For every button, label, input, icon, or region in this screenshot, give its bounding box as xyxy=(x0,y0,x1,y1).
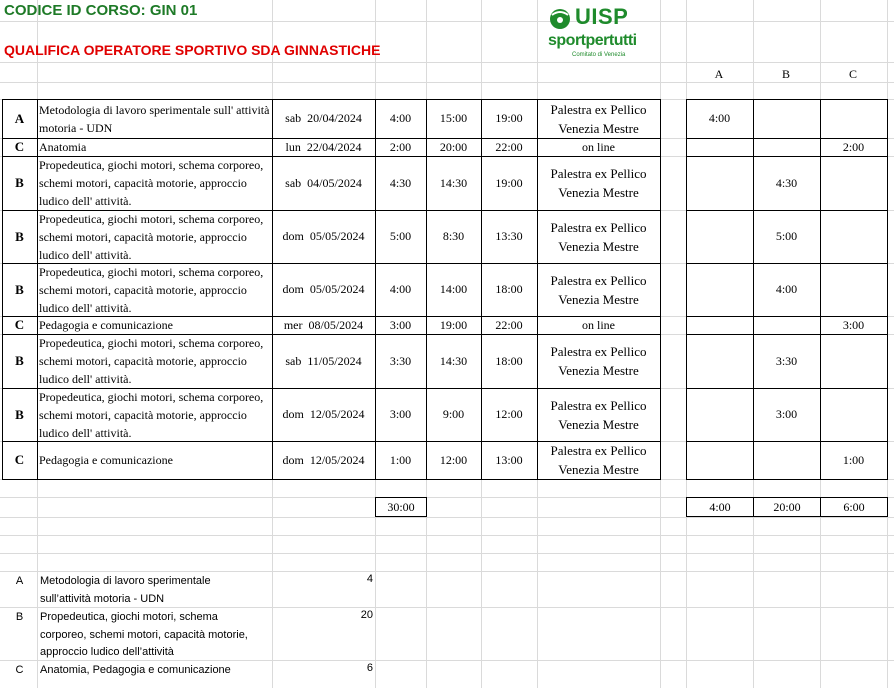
row-category: B xyxy=(15,175,24,190)
row-hours-c xyxy=(820,99,887,138)
row-start-time: 14:30 xyxy=(439,175,468,190)
row-hours-b: 3:00 xyxy=(775,407,798,421)
row-location: Palestra ex Pellico Venezia Mestre xyxy=(550,443,647,477)
row-start-time: 14:30 xyxy=(439,353,468,368)
row-hours-b: 4:00 xyxy=(775,282,798,296)
column-header-c: C xyxy=(848,67,857,81)
row-duration: 2:00 xyxy=(389,139,412,154)
row-hours-a xyxy=(686,441,753,479)
row-duration: 4:00 xyxy=(389,111,412,125)
row-date-value: 20/04/2024 xyxy=(307,111,362,125)
summary-text: Metodologia di lavoro sperimentale sull’attività motoria - UDN xyxy=(40,575,211,605)
row-date xyxy=(272,210,375,263)
row-duration: 4:00 xyxy=(389,282,412,296)
row-location: on line xyxy=(582,139,615,154)
row-hours-c xyxy=(820,210,887,263)
row-title: Propedeutica, giochi motori, schema corporeo, schemi motori, capacità motorie, approccio ludico dell' attività. xyxy=(39,158,264,208)
row-date-value: 12/05/2024 xyxy=(309,407,365,421)
row-hours-b xyxy=(753,138,820,156)
row-duration: 3:00 xyxy=(389,407,412,421)
row-date xyxy=(272,99,375,138)
row-location: Palestra ex Pellico Venezia Mestre xyxy=(550,397,647,432)
row-hours-c: 2:00 xyxy=(842,139,865,154)
summary-hours: 4 xyxy=(366,573,373,585)
row-start-time: 9:00 xyxy=(442,407,465,421)
row-category: B xyxy=(15,406,24,422)
row-end-time: 18:00 xyxy=(495,282,523,296)
qualification-title: QUALIFICA OPERATORE SPORTIVO SDA GINNASTICHE xyxy=(4,42,381,58)
summary-hours: 20 xyxy=(360,609,373,621)
course-code: CODICE ID CORSO: GIN 01 xyxy=(4,2,198,19)
row-hours-b: 5:00 xyxy=(775,229,798,243)
row-hours-c xyxy=(820,388,887,441)
row-title: Pedagogia e comunicazione xyxy=(39,318,173,332)
total-c: 6:00 xyxy=(820,497,888,517)
row-duration: 5:00 xyxy=(389,229,412,243)
row-start-time: 8:30 xyxy=(442,229,465,243)
row-date-value: 22/04/2024 xyxy=(306,139,362,154)
row-date-value: 05/05/2024 xyxy=(309,282,365,296)
row-date xyxy=(272,316,375,334)
row-category: C xyxy=(14,452,25,467)
row-date xyxy=(272,334,375,388)
row-category: B xyxy=(15,281,24,297)
row-day: dom xyxy=(282,452,304,467)
summary-category: B xyxy=(15,611,24,623)
logo-committee: Comitato di Venezia xyxy=(572,52,626,58)
row-end-time: 22:00 xyxy=(495,317,523,332)
row-duration: 1:00 xyxy=(389,452,412,467)
row-hours-a xyxy=(686,138,753,156)
row-end-time: 19:00 xyxy=(495,175,523,190)
row-day: sab xyxy=(285,111,302,125)
row-date-value: 12/05/2024 xyxy=(309,452,365,467)
row-hours-a xyxy=(686,210,753,263)
row-hours-c xyxy=(820,263,887,316)
row-day: dom xyxy=(282,229,304,243)
row-hours-b xyxy=(753,441,820,479)
row-start-time: 20:00 xyxy=(439,139,468,154)
row-location: Palestra ex Pellico Venezia Mestre xyxy=(550,101,647,136)
row-hours-a xyxy=(686,156,753,210)
row-day: dom xyxy=(282,282,304,296)
total-a: 4:00 xyxy=(686,497,754,517)
summary-text: Anatomia, Pedagogia e comunicazione xyxy=(40,664,231,676)
row-hours-c: 3:00 xyxy=(842,317,865,332)
total-duration: 30:00 xyxy=(375,497,427,517)
row-end-time: 19:00 xyxy=(495,111,523,125)
row-end-time: 13:00 xyxy=(495,452,523,467)
row-date xyxy=(272,138,375,156)
row-start-time: 12:00 xyxy=(439,452,468,467)
row-location: on line xyxy=(582,317,615,332)
row-end-time: 22:00 xyxy=(495,139,523,154)
row-hours-c xyxy=(820,156,887,210)
row-title: Propedeutica, giochi motori, schema corporeo, schemi motori, capacità motorie, approccio ludico dell' attività. xyxy=(39,389,264,440)
row-end-time: 18:00 xyxy=(495,353,523,368)
row-hours-a: 4:00 xyxy=(708,111,731,125)
row-title: Metodologia di lavoro sperimentale sull' attività motoria - UDN xyxy=(39,102,270,135)
row-day: sab xyxy=(285,353,302,368)
row-category: A xyxy=(14,110,25,126)
logo-tagline: sportpertutti xyxy=(548,32,637,49)
row-start-time: 19:00 xyxy=(439,317,468,332)
row-hours-a xyxy=(686,316,753,334)
logo-brand: UISP xyxy=(575,4,629,29)
row-location: Palestra ex Pellico Venezia Mestre xyxy=(550,166,647,200)
row-date-value: 05/05/2024 xyxy=(309,229,365,243)
row-category: B xyxy=(15,228,24,244)
row-day: lun xyxy=(285,139,301,154)
row-date xyxy=(272,263,375,316)
row-location: Palestra ex Pellico Venezia Mestre xyxy=(550,219,647,254)
row-hours-b: 4:30 xyxy=(775,175,798,190)
summary-text: Propedeutica, giochi motori, schema corporeo, schemi motori, capacità motorie, approccio ludico dell’attività xyxy=(40,611,248,658)
row-category: C xyxy=(14,139,25,154)
row-hours-a xyxy=(686,334,753,388)
row-date-value: 11/05/2024 xyxy=(307,353,362,368)
row-hours-a xyxy=(686,388,753,441)
row-hours-b xyxy=(753,316,820,334)
row-title: Propedeutica, giochi motori, schema corporeo, schemi motori, capacità motorie, approccio ludico dell' attività. xyxy=(39,264,264,315)
row-duration: 4:30 xyxy=(389,175,412,190)
uisp-mark-icon xyxy=(548,6,572,30)
row-start-time: 14:00 xyxy=(439,282,468,296)
row-start-time: 15:00 xyxy=(439,111,468,125)
row-title: Pedagogia e comunicazione xyxy=(39,453,173,467)
row-hours-b xyxy=(753,99,820,138)
row-title: Propedeutica, giochi motori, schema corporeo, schemi motori, capacità motorie, approccio ludico dell' attività. xyxy=(39,336,264,386)
row-location: Palestra ex Pellico Venezia Mestre xyxy=(550,272,647,307)
row-date-value: 08/05/2024 xyxy=(308,317,364,332)
row-hours-c: 1:00 xyxy=(842,452,865,467)
summary-category: A xyxy=(15,575,24,587)
row-end-time: 13:30 xyxy=(495,229,523,243)
row-hours-a xyxy=(686,263,753,316)
row-date xyxy=(272,388,375,441)
row-date xyxy=(272,156,375,210)
row-category: B xyxy=(15,353,24,368)
row-duration: 3:00 xyxy=(389,317,412,332)
uisp-logo xyxy=(548,4,648,64)
total-b: 20:00 xyxy=(753,497,821,517)
row-title: Anatomia xyxy=(39,140,87,154)
row-hours-b: 3:30 xyxy=(775,353,798,368)
row-day: sab xyxy=(285,175,302,190)
row-category: C xyxy=(14,317,25,332)
row-duration: 3:30 xyxy=(389,353,412,368)
row-hours-c xyxy=(820,334,887,388)
column-header-b: B xyxy=(781,67,790,81)
summary-category: C xyxy=(15,664,24,676)
row-day: dom xyxy=(282,407,304,421)
column-header-a: A xyxy=(714,67,724,81)
row-date-value: 04/05/2024 xyxy=(307,175,362,190)
summary-hours: 6 xyxy=(366,662,373,674)
row-day: mer xyxy=(283,317,303,332)
row-end-time: 12:00 xyxy=(495,407,523,421)
row-location: Palestra ex Pellico Venezia Mestre xyxy=(550,344,647,378)
row-date xyxy=(272,441,375,479)
row-title: Propedeutica, giochi motori, schema corporeo, schemi motori, capacità motorie, approccio ludico dell' attività. xyxy=(39,211,264,262)
